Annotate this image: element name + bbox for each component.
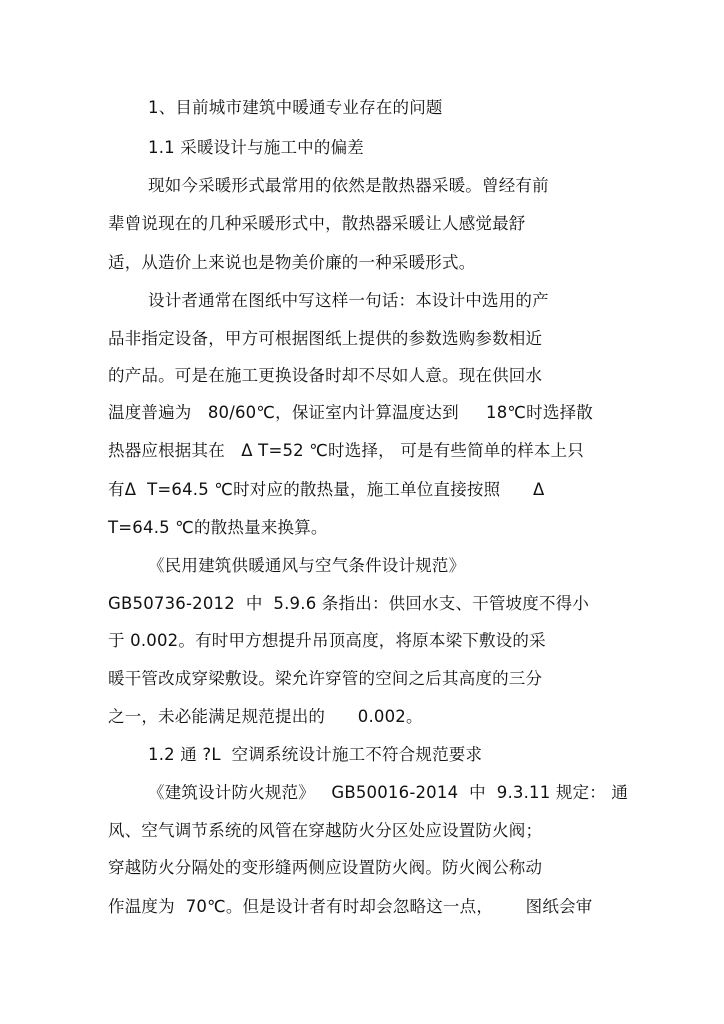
paragraph-line: GB50736-2012 中 5.9.6 条指出：供回水支、干管坡度不得小 (108, 594, 590, 613)
paragraph-line: 作温度为 70℃。但是设计者有时却会忽略这一点， 图纸会审 (108, 897, 593, 916)
paragraph-line: 《民用建筑供暖通风与空气条件设计规范》 (148, 556, 466, 575)
paragraph-line: 现如今采暖形式最常用的依然是散热器采暖。曾经有前 (148, 176, 549, 195)
paragraph-line: 品非指定设备，甲方可根据图纸上提供的参数选购参数相近 (108, 329, 543, 348)
paragraph-line: 《建筑设计防火规范》 GB50016-2014 中 9.3.11 规定： 通 (148, 783, 629, 802)
heading-section-1: 1、目前城市建筑中暖通专业存在的问题 (148, 98, 443, 117)
heading-subsection-1-1: 1.1 采暖设计与施工中的偏差 (148, 138, 364, 157)
paragraph-line: 有Δ T=64.5 ℃时对应的散热量，施工单位直接按照 Δ (108, 480, 545, 499)
paragraph-line: 之一，未必能满足规范提出的 0.002。 (108, 707, 423, 726)
paragraph-line: 风、空气调节系统的风管在穿越防火分区处应设置防火阀； (108, 821, 543, 840)
paragraph-line: 暖干管改成穿梁敷设。梁允许穿管的空间之后其高度的三分 (108, 669, 543, 688)
paragraph-line: 温度普遍为 80/60℃，保证室内计算温度达到 18℃时选择散 (108, 403, 593, 422)
paragraph-line: 的产品。可是在施工更换设备时却不尽如人意。现在供回水 (108, 366, 543, 385)
paragraph-line: T=64.5 ℃的散热量来换算。 (108, 518, 328, 537)
paragraph-line: 热器应根据其在 Δ T=52 ℃时选择， 可是有些简单的样本上只 (108, 441, 584, 460)
paragraph-line: 于 0.002。有时甲方想提升吊顶高度，将原本梁下敷设的采 (108, 631, 546, 650)
paragraph-line: 适，从造价上来说也是物美价廉的一种采暖形式。 (108, 253, 476, 272)
paragraph-line: 辈曾说现在的几种采暖形式中，散热器采暖让人感觉最舒 (108, 214, 526, 233)
paragraph-line: 穿越防火分隔处的变形缝两侧应设置防火阀。防火阀公称动 (108, 858, 543, 877)
paragraph-line: 设计者通常在图纸中写这样一句话：本设计中选用的产 (148, 291, 549, 310)
heading-subsection-1-2: 1.2 通 ?L 空调系统设计施工不符合规范要求 (148, 745, 483, 764)
